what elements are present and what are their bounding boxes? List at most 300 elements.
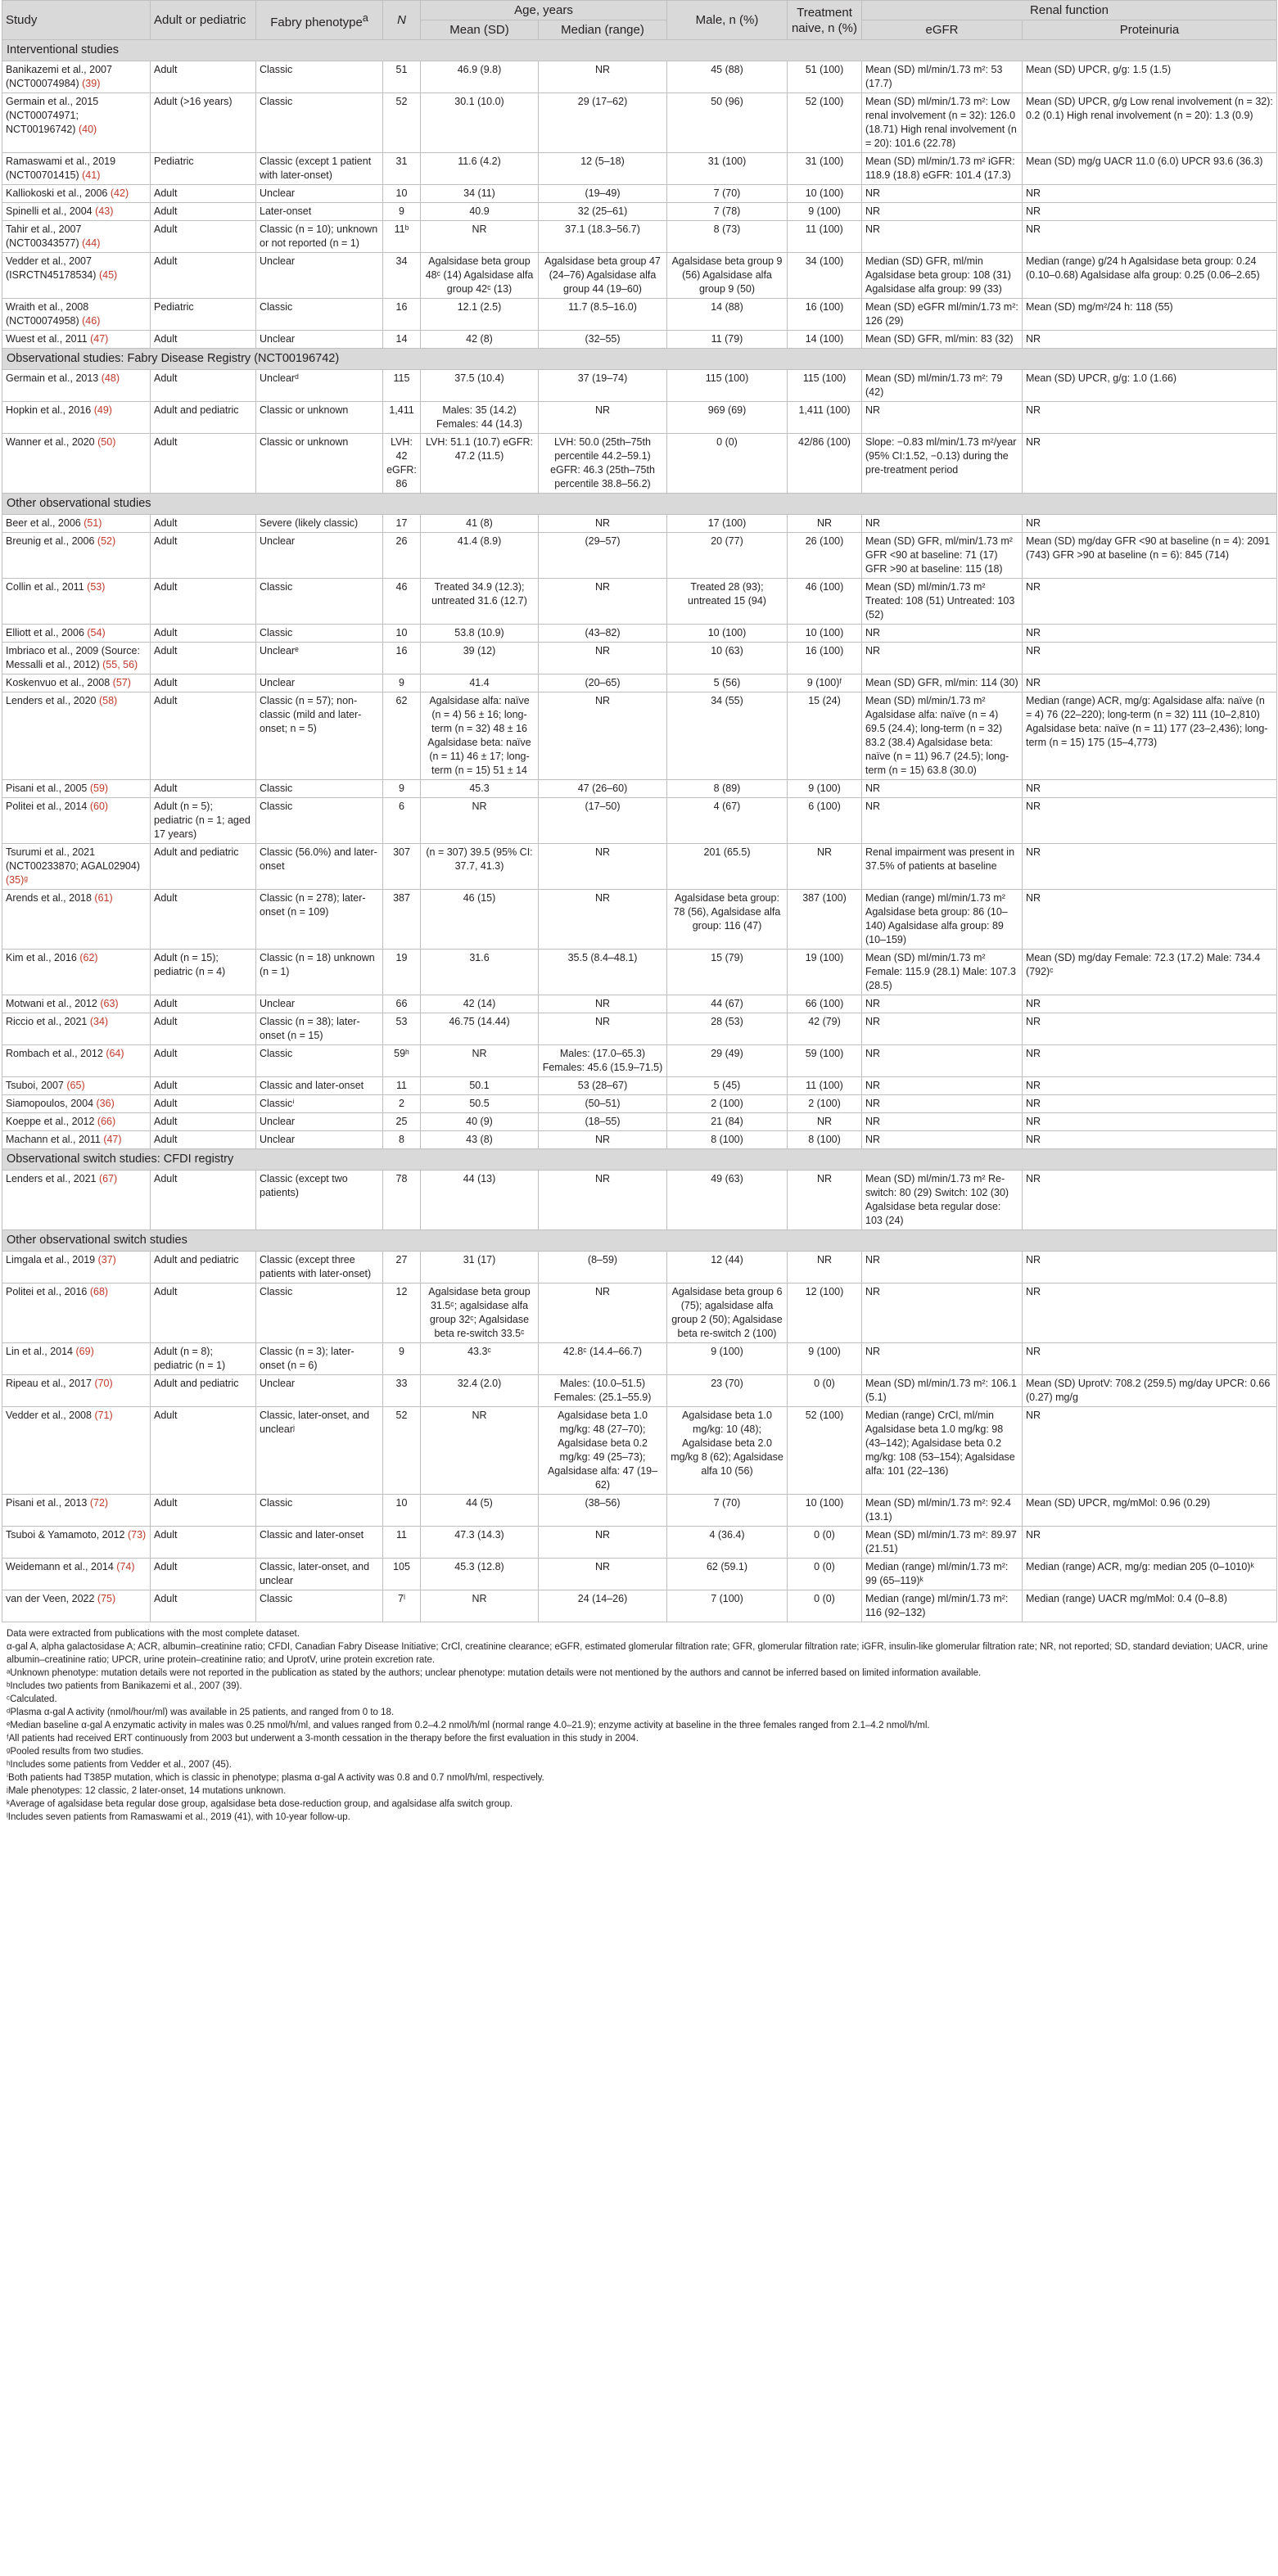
header-egfr: eGFR [862,20,1023,40]
cell-age-mean: 42 (14) [421,995,539,1013]
cell-n: 16 [383,299,421,331]
cell-age-median: NR [539,402,667,434]
footnote: ⁱBoth patients had T385P mutation, which is classic in phenotype; plasma α-gal A activity was 0.8 and 0.7 nmol/h/ml, respectively. [7,1773,544,1783]
cell-phenotype: Classic, later-onset, and unclear [256,1559,383,1590]
cell-phenotype: Unclearᵈ [256,370,383,402]
reference-link[interactable]: (51) [84,517,102,529]
reference-link[interactable]: (52) [97,535,116,547]
cell-proteinuria: NR [1023,798,1277,844]
reference-link[interactable]: (34) [89,1016,109,1027]
reference-link[interactable]: (73) [127,1529,147,1541]
reference-link[interactable]: (66) [97,1116,116,1127]
table-row [2,995,1277,1013]
cell-proteinuria: NR [1023,625,1277,643]
cell-study [2,844,151,890]
cell-n: 2 [383,1095,421,1113]
reference-link[interactable]: (36) [96,1098,115,1109]
cell-age-median: (8–59) [539,1252,667,1283]
cell-age-median: (19–49) [539,185,667,203]
reference-link[interactable]: (69) [75,1346,94,1357]
reference-link[interactable]: (50) [97,436,116,448]
cell-treatment-naive: 52 (100) [788,1407,862,1495]
table-row [2,93,1277,153]
cell-egfr: Mean (SD) ml/min/1.73 m²: 106.1 (5.1) [862,1375,1023,1407]
cell-egfr: NR [862,1283,1023,1343]
cell-male: 31 (100) [667,153,788,185]
cell-treatment-naive: 26 (100) [788,533,862,579]
table-row [2,692,1277,780]
cell-age-median: NR [539,1559,667,1590]
cell-treatment-naive: 10 (100) [788,1495,862,1527]
footnote: ᵇIncludes two patients from Banikazemi et al., 2007 (39). [7,1681,242,1691]
reference-link[interactable]: (71) [94,1410,113,1421]
cell-male: 11 (79) [667,331,788,349]
reference-link[interactable]: (40) [78,124,97,135]
reference-link[interactable]: (53) [87,581,106,593]
footnote: ʲMale phenotypes: 12 classic, 2 later-onset, 14 mutations unknown. [7,1786,287,1796]
table-row [2,1113,1277,1131]
cell-proteinuria: NR [1023,1407,1277,1495]
cell-egfr: Mean (SD) ml/min/1.73 m²: 92.4 (13.1) [862,1495,1023,1527]
cell-proteinuria: NR [1023,331,1277,349]
cell-proteinuria: NR [1023,1131,1277,1149]
cell-n: LVH: 42 eGFR: 86 [383,434,421,494]
cell-proteinuria: Mean (SD) UprotV: 708.2 (259.5) mg/day UPCR: 0.66 (0.27) mg/g [1023,1375,1277,1407]
study-citation: Pisani et al., 2005 [6,783,88,794]
header-study: Study [2,1,151,40]
cell-age-mean: 47.3 (14.3) [421,1527,539,1559]
reference-link[interactable]: (49) [93,404,112,416]
header-male: Male, n (%) [667,1,788,40]
cell-age-median: 11.7 (8.5–16.0) [539,299,667,331]
cell-study [2,625,151,643]
cell-male: 44 (67) [667,995,788,1013]
cell-age-mean: 45.3 (12.8) [421,1559,539,1590]
table-row [2,780,1277,798]
cell-egfr: NR [862,203,1023,221]
table-row [2,533,1277,579]
cell-egfr: NR [862,1045,1023,1077]
study-citation: Tsuboi & Yamamoto, 2012 [6,1529,125,1541]
cell-male: 14 (88) [667,299,788,331]
cell-n: 27 [383,1252,421,1283]
cell-study [2,221,151,253]
cell-male: 7 (100) [667,1590,788,1622]
table-row [2,203,1277,221]
cell-egfr: Median (range) ml/min/1.73 m² Agalsidase beta group: 86 (10–140) Agalsidase alfa group: 89 (10–159) [862,890,1023,950]
cell-proteinuria: NR [1023,844,1277,890]
reference-link[interactable]: (58) [98,695,118,706]
table-row [2,1590,1277,1622]
study-citation: Riccio et al., 2021 [6,1016,88,1027]
cell-phenotype: Unclear [256,1131,383,1149]
cell-population: Adult [151,185,256,203]
cell-egfr: Mean (SD) GFR, ml/min/1.73 m² GFR <90 at baseline: 71 (17) GFR >90 at baseline: 115 (18) [862,533,1023,579]
cell-age-mean: 46.9 (9.8) [421,61,539,93]
cell-treatment-naive: 11 (100) [788,1077,862,1095]
table-row [2,890,1277,950]
reference-link[interactable]: (74) [116,1561,135,1572]
cell-n: 25 [383,1113,421,1131]
cell-age-median: NR [539,1171,667,1230]
cell-population: Adult (n = 15); pediatric (n = 4) [151,950,256,995]
cell-phenotype: Classic [256,625,383,643]
header-age-median: Median (range) [539,20,667,40]
study-citation: Ramaswami et al., 2019 (NCT00701415) [6,156,116,181]
cell-population: Adult [151,370,256,402]
cell-study [2,1407,151,1495]
cell-phenotype: Classic (56.0%) and later-onset [256,844,383,890]
footnote: ᵏAverage of agalsidase beta regular dose group, agalsidase beta dose-reduction group, and agalsidase alfa switch group. [7,1799,513,1809]
cell-treatment-naive: 10 (100) [788,185,862,203]
cell-proteinuria: NR [1023,185,1277,203]
cell-study [2,299,151,331]
cell-population: Adult [151,533,256,579]
cell-egfr: Median (range) ml/min/1.73 m²: 99 (65–119)ᵏ [862,1559,1023,1590]
cell-proteinuria: Median (range) UACR mg/mMol: 0.4 (0–8.8) [1023,1590,1277,1622]
cell-phenotype: Classic [256,579,383,625]
cell-study [2,1095,151,1113]
cell-study [2,1343,151,1375]
cell-phenotype: Unclear [256,995,383,1013]
cell-study [2,93,151,153]
study-characteristics-table [2,0,1277,1622]
cell-male: 4 (67) [667,798,788,844]
table-row [2,299,1277,331]
cell-study [2,331,151,349]
cell-study [2,203,151,221]
cell-egfr: Mean (SD) ml/min/1.73 m²: 79 (42) [862,370,1023,402]
cell-male: 21 (84) [667,1113,788,1131]
reference-link[interactable]: (45) [98,269,118,281]
cell-phenotype: Classic (n = 57); non-classic (mild and later-onset; n = 5) [256,692,383,780]
cell-phenotype: Classic [256,1283,383,1343]
study-citation: Kalliokoski et al., 2006 [6,187,108,199]
cell-phenotype: Classic [256,1495,383,1527]
cell-male: 28 (53) [667,1013,788,1045]
cell-proteinuria: NR [1023,579,1277,625]
table-row [2,1559,1277,1590]
cell-n: 19 [383,950,421,995]
cell-age-mean: 45.3 [421,780,539,798]
cell-population: Pediatric [151,299,256,331]
cell-proteinuria: NR [1023,1095,1277,1113]
table-row [2,370,1277,402]
cell-treatment-naive: 52 (100) [788,93,862,153]
cell-treatment-naive: 1,411 (100) [788,402,862,434]
cell-male: Treated 28 (93); untreated 15 (94) [667,579,788,625]
cell-egfr: Slope: −0.83 ml/min/1.73 m²/year (95% CI:1.52, −0.13) during the pre-treatment period [862,434,1023,494]
cell-egfr: Mean (SD) ml/min/1.73 m²: 53 (17.7) [862,61,1023,93]
cell-age-median: (29–57) [539,533,667,579]
cell-treatment-naive: 16 (100) [788,643,862,674]
cell-n: 11 [383,1527,421,1559]
reference-link[interactable]: (75) [97,1593,116,1604]
cell-age-median: 12 (5–18) [539,153,667,185]
cell-n: 66 [383,995,421,1013]
cell-phenotype: Classic or unknown [256,402,383,434]
cell-male: 20 (77) [667,533,788,579]
cell-male: 10 (63) [667,643,788,674]
footnote: ᵈPlasma α-gal A activity (nmol/hour/ml) was available in 25 patients, and ranged from 0 to 18. [7,1708,395,1717]
cell-egfr: Median (SD) GFR, ml/min Agalsidase beta group: 108 (31) Agalsidase alfa group: 99 (33) [862,253,1023,299]
cell-study [2,253,151,299]
study-citation: Vedder et al., 2007 (ISRCTN45178534) [6,255,97,281]
reference-link[interactable]: (48) [101,372,120,384]
cell-population: Adult [151,1045,256,1077]
header-phenotype: Fabry phenotype$^a$ [256,1,383,40]
cell-population: Adult [151,995,256,1013]
reference-link[interactable]: (37) [97,1254,116,1265]
cell-phenotype: Unclear [256,1113,383,1131]
cell-study [2,533,151,579]
study-citation: Kim et al., 2016 [6,952,77,963]
cell-egfr: NR [862,185,1023,203]
cell-n: 52 [383,1407,421,1495]
cell-n: 9 [383,1343,421,1375]
table-row [2,1407,1277,1495]
cell-treatment-naive: 387 (100) [788,890,862,950]
cell-male: 969 (69) [667,402,788,434]
cell-proteinuria: NR [1023,1077,1277,1095]
reference-link[interactable]: (70) [94,1378,113,1389]
cell-phenotype: Classic, later-onset, and unclearʲ [256,1407,383,1495]
reference-link[interactable]: (55, 56) [102,659,138,670]
study-citation: Pisani et al., 2013 [6,1497,88,1509]
cell-population: Adult [151,1113,256,1131]
cell-phenotype: Unclear [256,533,383,579]
cell-study [2,780,151,798]
cell-age-mean: NR [421,798,539,844]
section-header-row [2,494,1277,515]
cell-age-median: Males: (17.0–65.3) Females: 45.6 (15.9–71.5) [539,1045,667,1077]
cell-male: Agalsidase beta group 9 (56) Agalsidase alfa group 9 (50) [667,253,788,299]
cell-male: 7 (70) [667,1495,788,1527]
study-citation: Lin et al., 2014 [6,1346,74,1357]
cell-age-mean: NR [421,1590,539,1622]
cell-study [2,434,151,494]
cell-egfr: NR [862,1013,1023,1045]
cell-study [2,1375,151,1407]
reference-link[interactable]: (57) [112,677,131,688]
cell-study [2,579,151,625]
reference-link[interactable]: (68) [89,1286,109,1297]
cell-proteinuria: Mean (SD) UPCR, g/g: 1.5 (1.5) [1023,61,1277,93]
reference-link[interactable]: (59) [89,783,109,794]
cell-male: 8 (89) [667,780,788,798]
reference-link[interactable]: (65) [66,1080,85,1091]
cell-n: 9 [383,780,421,798]
study-citation: Hopkin et al., 2016 [6,404,92,416]
cell-treatment-naive: 0 (0) [788,1527,862,1559]
cell-age-median: NR [539,995,667,1013]
reference-link[interactable]: (41) [82,169,101,181]
cell-phenotype: Classic and later-onset [256,1077,383,1095]
reference-link[interactable]: (46) [82,315,101,327]
study-citation: Banikazemi et al., 2007 (NCT00074984) [6,64,112,89]
footnote: ᶠAll patients had received ERT continuously from 2003 but underwent a 3-month cessation in the therapy before the first evaluation in this study in 2004. [7,1734,639,1744]
cell-male: 5 (45) [667,1077,788,1095]
cell-age-mean: 30.1 (10.0) [421,93,539,153]
cell-phenotype: Classic [256,299,383,331]
study-citation: Elliott et al., 2006 [6,627,84,638]
cell-male: 115 (100) [667,370,788,402]
cell-egfr: NR [862,625,1023,643]
cell-treatment-naive: 11 (100) [788,221,862,253]
study-citation: Rombach et al., 2012 [6,1048,103,1059]
cell-population: Adult [151,61,256,93]
cell-male: 7 (78) [667,203,788,221]
section-title: Interventional studies [2,40,1277,61]
reference-link[interactable]: (62) [79,952,98,963]
cell-treatment-naive: 115 (100) [788,370,862,402]
cell-egfr: NR [862,1131,1023,1149]
cell-age-mean: 32.4 (2.0) [421,1375,539,1407]
cell-n: 10 [383,625,421,643]
table-row [2,1527,1277,1559]
reference-link[interactable]: (72) [89,1497,109,1509]
cell-treatment-naive: 0 (0) [788,1590,862,1622]
cell-population: Adult and pediatric [151,844,256,890]
cell-study [2,61,151,93]
cell-population: Adult [151,692,256,780]
table-row [2,625,1277,643]
cell-treatment-naive: 42/86 (100) [788,434,862,494]
cell-male: 62 (59.1) [667,1559,788,1590]
cell-proteinuria: NR [1023,1252,1277,1283]
cell-study [2,1283,151,1343]
cell-male: 8 (100) [667,1131,788,1149]
cell-treatment-naive: NR [788,1171,862,1230]
header-treatment-naive: Treatment naive, n (%) [788,1,862,40]
cell-population: Adult [151,780,256,798]
reference-link[interactable]: (54) [87,627,106,638]
cell-male: 201 (65.5) [667,844,788,890]
cell-phenotype: Classic [256,1045,383,1077]
cell-male: 0 (0) [667,434,788,494]
reference-link[interactable]: (43) [95,205,114,217]
cell-age-mean: 41 (8) [421,515,539,533]
cell-egfr: NR [862,402,1023,434]
cell-age-median: (18–55) [539,1113,667,1131]
cell-egfr: NR [862,1077,1023,1095]
reference-link[interactable]: (61) [94,892,113,904]
cell-egfr: Mean (SD) ml/min/1.73 m² Treated: 108 (51) Untreated: 103 (52) [862,579,1023,625]
cell-population: Adult [151,1590,256,1622]
cell-study [2,950,151,995]
cell-phenotype: Classic [256,93,383,153]
cell-phenotype: Classic or unknown [256,434,383,494]
reference-link[interactable]: (67) [98,1173,118,1184]
cell-treatment-naive: 34 (100) [788,253,862,299]
cell-age-mean: 11.6 (4.2) [421,153,539,185]
cell-age-mean: 46 (15) [421,890,539,950]
cell-n: 8 [383,1131,421,1149]
cell-age-median: 29 (17–62) [539,93,667,153]
cell-age-mean: 42 (8) [421,331,539,349]
footnote: ʰIncludes some patients from Vedder et al., 2007 (45). [7,1760,232,1770]
study-citation: Wuest et al., 2011 [6,333,88,345]
study-citation: Spinelli et al., 2004 [6,205,93,217]
cell-egfr: Mean (SD) ml/min/1.73 m² Agalsidase alfa: naïve (n = 4) 69.5 (24.4); long-term (n = 32) 83.2 (38.4) Agalsidase beta: naïve (n = 11) 96.7 (24.5); long-term (n = 15) 63.8 (30.0) [862,692,1023,780]
cell-treatment-naive: 6 (100) [788,798,862,844]
cell-treatment-naive: 19 (100) [788,950,862,995]
footnote: ᶜCalculated. [7,1694,57,1704]
cell-age-mean: 31.6 [421,950,539,995]
table-row [2,402,1277,434]
cell-n: 7ˡ [383,1590,421,1622]
cell-population: Adult (n = 8); pediatric (n = 1) [151,1343,256,1375]
cell-population: Adult [151,1171,256,1230]
cell-n: 62 [383,692,421,780]
reference-link[interactable]: (42) [110,187,129,199]
cell-population: Adult [151,1077,256,1095]
cell-population: Adult [151,674,256,692]
cell-age-median: 42.8ᶜ (14.4–66.7) [539,1343,667,1375]
reference-link[interactable]: (47) [90,333,109,345]
reference-link[interactable]: (44) [82,237,101,249]
cell-male: 10 (100) [667,625,788,643]
cell-egfr: NR [862,643,1023,674]
cell-proteinuria: Mean (SD) UPCR, g/g Low renal involvement (n = 32): 0.2 (0.1) High renal involvement (n = 20): 1.3 (0.9) [1023,93,1277,153]
cell-age-mean: 41.4 (8.9) [421,533,539,579]
table-row [2,153,1277,185]
cell-age-mean: 37.5 (10.4) [421,370,539,402]
reference-link[interactable]: (39) [82,78,101,89]
cell-population: Pediatric [151,153,256,185]
cell-male: 45 (88) [667,61,788,93]
cell-treatment-naive: NR [788,844,862,890]
cell-phenotype: Classic [256,798,383,844]
reference-link[interactable]: (35)ᵍ [6,874,28,886]
cell-phenotype: Unclear [256,253,383,299]
cell-proteinuria: NR [1023,515,1277,533]
cell-study [2,1171,151,1230]
cell-phenotype: Classic (n = 278); later-onset (n = 109) [256,890,383,950]
cell-age-mean: 50.1 [421,1077,539,1095]
section-header-row [2,1149,1277,1171]
cell-male: 12 (44) [667,1252,788,1283]
cell-egfr: Mean (SD) ml/min/1.73 m²: Low renal involvement (n = 32): 126.0 (18.71) High renal involvement (n = 20): 101.6 (22.78) [862,93,1023,153]
cell-age-mean: NR [421,221,539,253]
reference-link[interactable]: (64) [106,1048,124,1059]
cell-n: 46 [383,579,421,625]
cell-age-mean: 40 (9) [421,1113,539,1131]
study-citation: Germain et al., 2015 (NCT00074971; NCT00196742) [6,96,99,135]
study-citation: Siamopoulos, 2004 [6,1098,94,1109]
cell-study [2,643,151,674]
cell-proteinuria: NR [1023,995,1277,1013]
header-population: Adult or pediatric [151,1,256,40]
cell-proteinuria: Median (range) g/24 h Agalsidase beta group: 0.24 (0.10–0.68) Agalsidase alfa group: 0.25 (0.06–2.65) [1023,253,1277,299]
table-row [2,1171,1277,1230]
cell-phenotype: Classic (n = 10); unknown or not reported (n = 1) [256,221,383,253]
cell-treatment-naive: 9 (100)ᶠ [788,674,862,692]
cell-age-median: Agalsidase beta 1.0 mg/kg: 48 (27–70); Agalsidase beta 0.2 mg/kg: 49 (25–73); Agalsidase alfa: 47 (19–62) [539,1407,667,1495]
cell-treatment-naive: 9 (100) [788,203,862,221]
cell-n: 12 [383,1283,421,1343]
footnote: α-gal A, alpha galactosidase A; ACR, albumin–creatinine ratio; CFDI, Canadian Fabry Disease Initiative; CrCl, creatinine clearance; eGFR, estimated glomerular filtration rate; GFR, glomerular filtration rate; iGFR, insulin-like glomerular filtration rate; NR, not reported; SD, standard deviation; UACR, urine albumin–creatinine ratio; UPCR, urine protein–creatinine ratio; and UprotV, urine protein excretion rate. [7,1642,1268,1665]
cell-population: Adult [151,434,256,494]
table-row [2,1375,1277,1407]
section-header-row [2,1230,1277,1252]
cell-egfr: NR [862,1343,1023,1375]
reference-link[interactable]: (63) [100,998,119,1009]
reference-link[interactable]: (60) [89,801,109,812]
cell-treatment-naive: 59 (100) [788,1045,862,1077]
reference-link[interactable]: (47) [103,1134,122,1145]
study-citation: Machann et al., 2011 [6,1134,101,1145]
